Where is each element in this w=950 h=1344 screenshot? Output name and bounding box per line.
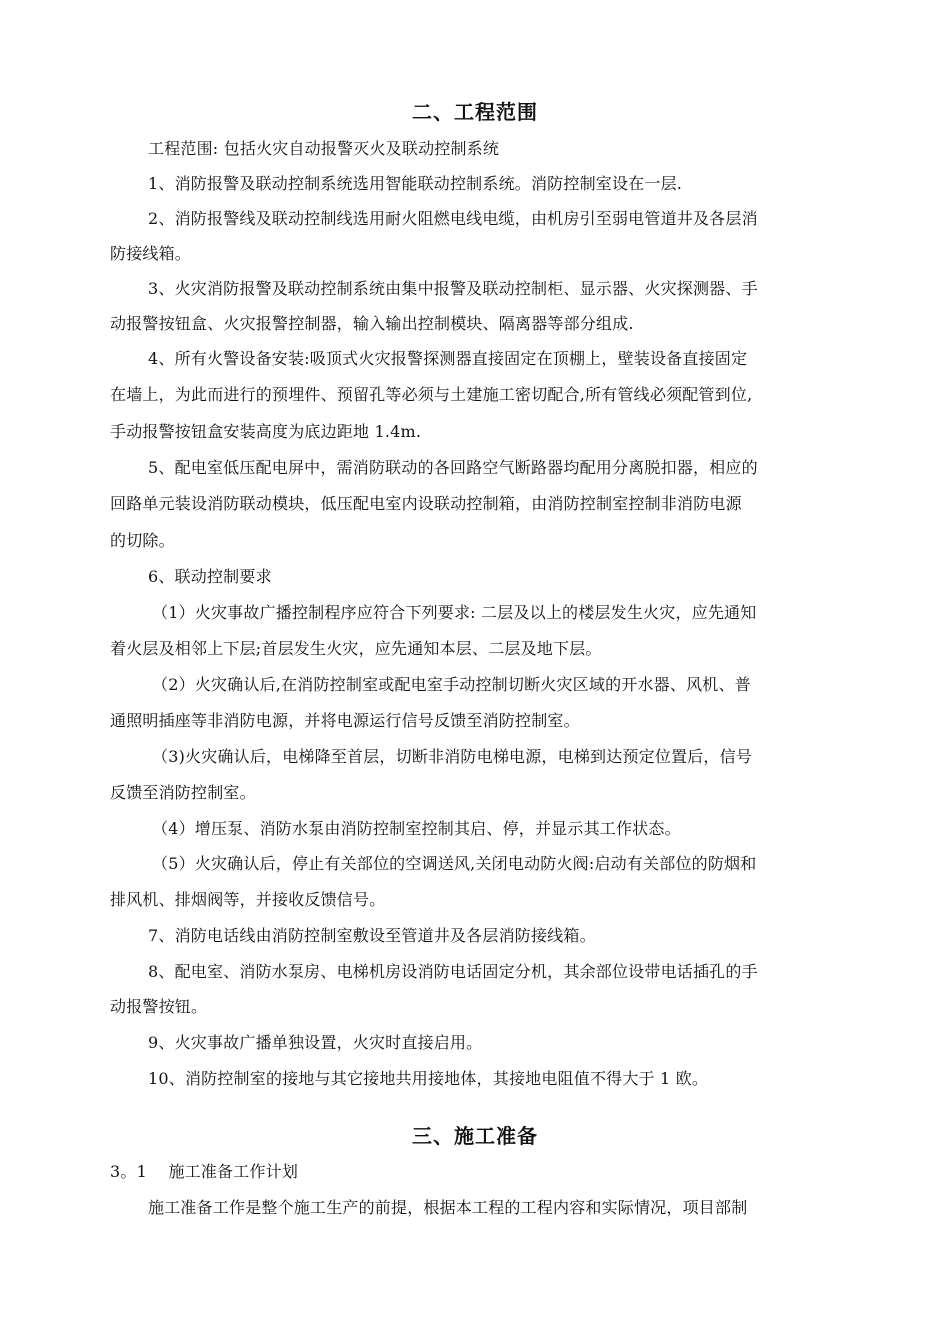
paragraph-line: 4、所有火警设备安装:吸顶式火灾报警探测器直接固定在顶棚上，壁装设备直接固定 xyxy=(148,349,748,368)
paragraph-line: （2）火灾确认后,在消防控制室或配电室手动控制切断火灾区域的开水器、风机、普 xyxy=(152,675,751,694)
paragraph-line: 防接线箱。 xyxy=(110,244,192,263)
scope-intro: 工程范围: 包括火灾自动报警灭火及联动控制系统 xyxy=(148,139,500,158)
section-title-scope: 二、工程范围 xyxy=(412,100,538,124)
paragraph-line: 2、消防报警线及联动控制线选用耐火阻燃电线电缆，由机房引至弱电管道井及各层消 xyxy=(148,209,758,228)
paragraph-line: 施工准备工作是整个施工生产的前提，根据本工程的工程内容和实际情况，项目部制 xyxy=(148,1198,748,1217)
paragraph-line: 5、配电室低压配电屏中，需消防联动的各回路空气断路器均配用分离脱扣器，相应的 xyxy=(148,458,758,477)
paragraph-line: （3)火灾确认后，电梯降至首层，切断非消防电梯电源，电梯到达预定位置后，信号 xyxy=(152,747,753,766)
paragraph-line: 回路单元装设消防联动模块，低压配电室内设联动控制箱，由消防控制室控制非消防电源 xyxy=(110,494,742,513)
paragraph-line: 的切除。 xyxy=(110,531,175,550)
paragraph-line: 着火层及相邻上下层;首层发生火灾，应先通知本层、二层及地下层。 xyxy=(110,639,602,658)
paragraph-line: 9、火灾事故广播单独设置，火灾时直接启用。 xyxy=(148,1033,483,1052)
paragraph-line: 动报警按钮盒、火灾报警控制器，输入输出控制模块、隔离器等部分组成. xyxy=(110,314,634,333)
paragraph-line: 7、消防电话线由消防控制室敷设至管道井及各层消防接线箱。 xyxy=(148,926,596,945)
paragraph-line: 在墙上，为此而进行的预埋件、预留孔等必须与土建施工密切配合,所有管线必须配管到位, xyxy=(110,385,753,404)
paragraph-line: 手动报警按钮盒安装高度为底边距地 1.4m. xyxy=(110,422,422,441)
paragraph-line: 动报警按钮。 xyxy=(110,997,208,1016)
paragraph-line: 排风机、排烟阀等，并接收反馈信号。 xyxy=(110,890,386,909)
paragraph-line: 6、联动控制要求 xyxy=(148,567,272,586)
paragraph-line: 3、火灾消防报警及联动控制系统由集中报警及联动控制柜、显示器、火灾探测器、手 xyxy=(148,279,758,298)
paragraph-line: 反馈至消防控制室。 xyxy=(110,783,256,802)
paragraph-line: （5）火灾确认后，停止有关部位的空调送风,关闭电动防火阀:启动有关部位的防烟和 xyxy=(152,854,757,873)
paragraph-line: 1、消防报警及联动控制系统选用智能联动控制系统。消防控制室设在一层. xyxy=(148,174,683,193)
subsection-heading: 3。1 施工准备工作计划 xyxy=(110,1162,299,1181)
paragraph-line: （1）火灾事故广播控制程序应符合下列要求: 二层及以上的楼层发生火灾，应先通知 xyxy=(152,603,757,622)
section-title-preparation: 三、施工准备 xyxy=(412,1124,538,1148)
paragraph-line: 8、配电室、消防水泵房、电梯机房设消防电话固定分机，其余部位设带电话插孔的手 xyxy=(148,962,758,981)
paragraph-line: 通照明插座等非消防电源，并将电源运行信号反馈至消防控制室。 xyxy=(110,711,580,730)
paragraph-line: （4）增压泵、消防水泵由消防控制室控制其启、停，并显示其工作状态。 xyxy=(152,819,681,838)
paragraph-line: 10、消防控制室的接地与其它接地共用接地体，其接地电阻值不得大于 1 欧。 xyxy=(148,1069,709,1088)
